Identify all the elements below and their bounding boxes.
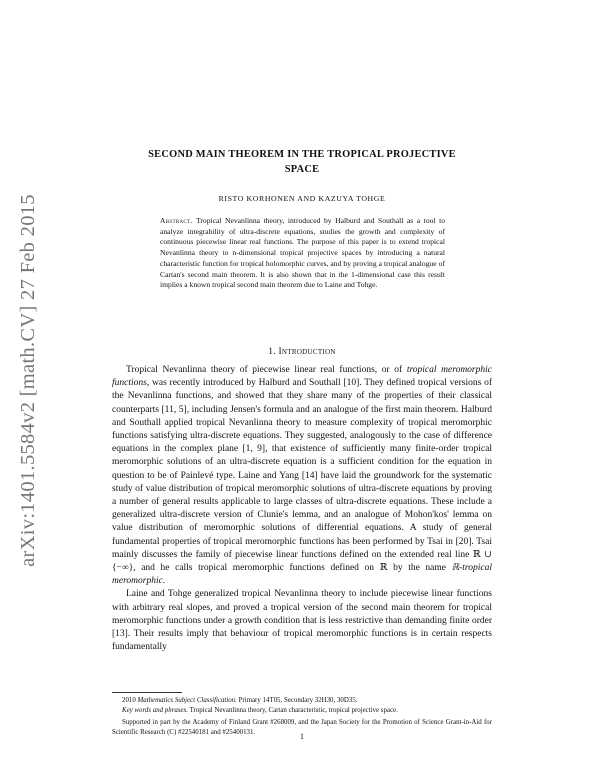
msc-text: Primary 14T05, Secondary 32H30, 30D35. xyxy=(236,697,358,704)
arxiv-identifier xyxy=(8,180,48,580)
section-heading xyxy=(112,347,492,357)
title-line-1: SECOND MAIN THEOREM IN THE TROPICAL PROJECTIVE xyxy=(148,149,456,160)
p1-italic: tropical meromorphic functions xyxy=(112,365,492,389)
p1-text-b: , was recently introduced by Halburd and Southall [10]. They defined tropical versions of the Nevanlinna functions, and showed that they share many of the properties of their classical counterparts [11, 5], including Jensen's formula and an analogue of the first main theorem. Halburd and Southall applied tropical Nevanlinna theory to measure complexity of tropical meromorphic functions satisfying ultra-discrete equations. They suggested, analogously to the case of difference equations in the complex plane [1, 9], that existence of sufficiently many finite-order tropical meromorphic solutions of an ultra-discrete equation is a sufficient condition for the equation in question to be of Painlevé type. Laine and Yang [14] have laid the groundwork for the systematic study of value distribution of tropical meromorphic solutions of ultra-discrete equations by proving a number of general results applicable to large classes of ultra-discrete equations. These include a generalized ultra-discrete version of Clunie's lemma, and an analogue of Mohon'kos' lemma on value distribution of meromorphic solutions of differential equations. A study of general fundamental properties of tropical meromorphic functions has been performed by Tsai in [20]. Tsai mainly discusses the family of piecewise linear functions defined on the extended real line ℝ ∪ {−∞}, and he calls tropical meromorphic functions defined on ℝ by the name xyxy=(112,378,492,574)
keywords-label: Key words and phrases. xyxy=(122,706,188,714)
abstract-label: Abstract. xyxy=(160,216,193,225)
p1-text-a: Tropical Nevanlinna theory of piecewise linear real functions, or of xyxy=(126,365,407,375)
support-text: Supported in part by the Academy of Finland Grant #268009, and the Japan Society for the Promotion of Science Grant-in-Aid for Scientific Research (C) #22540181 and #25400131. xyxy=(112,719,492,736)
section-title: Introduction xyxy=(278,347,336,357)
keywords-text: Tropical Nevanlinna theory, Cartan characteristic, tropical projective space. xyxy=(187,706,398,714)
section-number: 1. xyxy=(268,347,276,357)
abstract xyxy=(160,216,445,291)
paper-title xyxy=(112,147,492,177)
body-text xyxy=(112,364,492,654)
footnote-msc xyxy=(112,696,492,715)
footnote-rule xyxy=(112,692,182,693)
paragraph-1 xyxy=(112,364,492,588)
page-number: 1 xyxy=(300,732,304,741)
title-line-2: SPACE xyxy=(284,164,320,175)
p1-italic-2: ℝ-tropical meromorphic. xyxy=(112,563,492,587)
paragraph-2: Laine and Tohge generalized tropical Nevanlinna theory to include piecewise linear functions with arbitrary real slopes, and proved a tropical version of the second main theorem for tropical meromorphic functions under a growth condition that is less restrictive than demanding finite order [13]. Their results imply that behaviour of tropical meromorphic functions is in certain respects fundamentally xyxy=(112,589,492,653)
arxiv-id-text: arXiv:1401.5584v2 [math.CV] 27 Feb 2015 xyxy=(16,193,39,567)
authors: RISTO KORHONEN AND KAZUYA TOHGE xyxy=(218,194,386,203)
abstract-text: Tropical Nevanlinna theory, introduced by Halburd and Southall as a tool to analyze integrability of ultra-discrete equations, studies the growth and complexity of continuous piecewise linear real functions. The purpose of this paper is to extend tropical Nevanlinna theory to n-dimensional tropical projective spaces by introducing a natural characteristic function for tropical holomorphic curves, and by proving a tropical analogue of Cartan's second main theorem. It is also shown that in the 1-dimensional case this result implies a known tropical second main theorem due to Laine and Tohge. xyxy=(160,216,445,290)
msc-prefix: 2010 xyxy=(122,697,138,704)
msc-label: Mathematics Subject Classification. xyxy=(137,697,237,704)
